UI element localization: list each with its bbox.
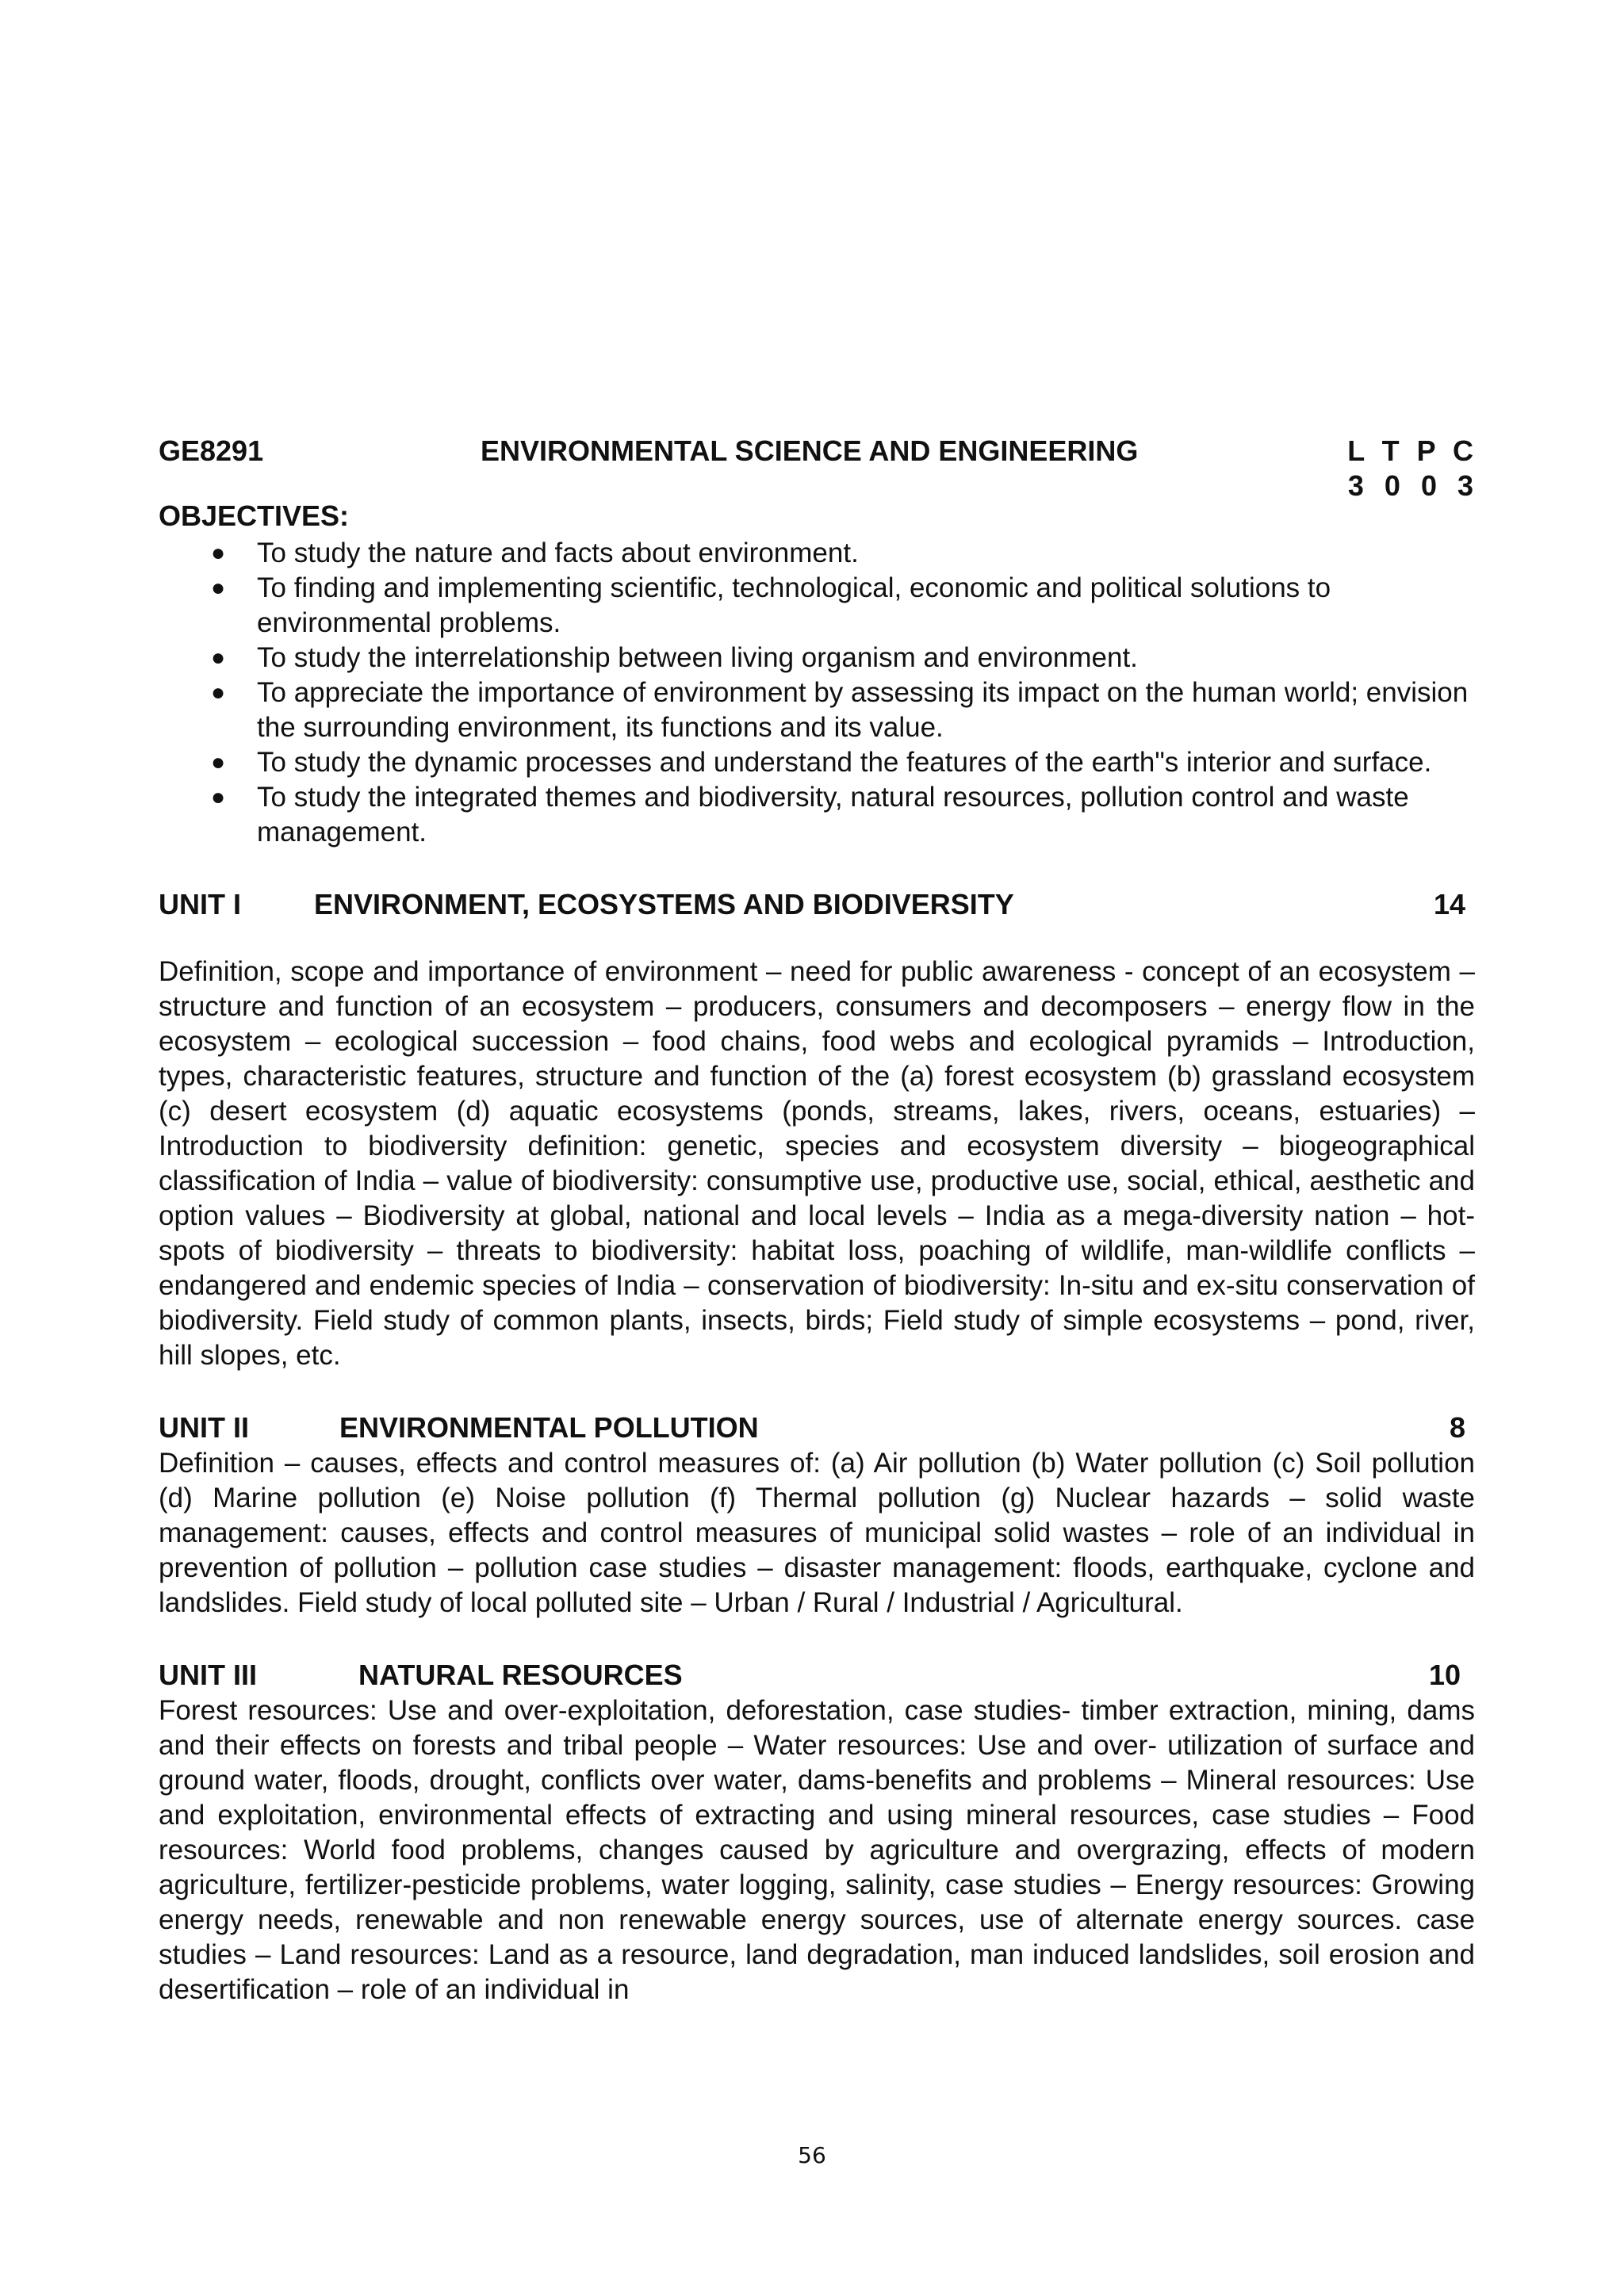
unit-title: NATURAL RESOURCES xyxy=(358,1659,683,1691)
ltpc-labels: L T P C xyxy=(1347,434,1475,467)
unit-body: Definition, scope and importance of environment – need for public awareness - concept of an ecosystem – structure and function of an ecosystem – producers, consumers and decomposers – energy flow in the ecosystem – ecological succession – food chains, food webs and ecological pyramids – Introduction, types, characteristic features, structure and function of the (a) forest ecosystem (b) grassland ecosystem (c) desert ecosystem (d) aquatic ecosystems (ponds, streams, lakes, rivers, oceans, estuaries) – Introduction to biodiversity definition: genetic, species and ecosystem diversity – biogeographical classification of India – value of biodiversity: consumptive use, productive use, social, ethical, aesthetic and option values – Biodiversity at global, national and local levels – India as a mega-diversity nation – hot-spots of biodiversity – threats to biodiversity: habitat loss, poaching of wildlife, man-wildlife conflicts – endangered and endemic species of India – conservation of biodiversity: In-situ and ex-situ conservation of biodiversity. Field study of common plants, insects, birds; Field study of simple ecosystems – pond, river, hill slopes, etc. xyxy=(159,956,1475,1371)
unit-title: ENVIRONMENT, ECOSYSTEMS AND BIODIVERSITY xyxy=(314,888,1014,920)
bullet-icon: ● xyxy=(211,679,226,706)
unit-heading xyxy=(159,1659,1475,1693)
course-code: GE8291 xyxy=(159,434,264,467)
unit-section xyxy=(159,1659,1475,2007)
course-title: ENVIRONMENTAL SCIENCE AND ENGINEERING xyxy=(481,434,1139,467)
objective-item xyxy=(211,675,1475,745)
objective-text: To study the integrated themes and biodiversity, natural resources, pollution control and waste management. xyxy=(257,782,1409,848)
unit-title: ENVIRONMENTAL POLLUTION xyxy=(339,1411,759,1444)
unit-label: UNIT I xyxy=(159,888,241,920)
unit-body: Definition – causes, effects and control measures of: (a) Air pollution (b) Water pollution (c) Soil pollution (d) Marine pollution (e) Noise pollution (f) Thermal pollution (g) Nuclear hazards – solid waste management: causes, effects and control measures of municipal solid wastes – role of an individual in prevention of pollution – pollution case studies – disaster management: floods, earthquake, cyclone and landslides. Field study of local polluted site – Urban / Rural / Industrial / Agricultural. xyxy=(159,1448,1475,1618)
objective-item xyxy=(211,571,1475,641)
ltpc-values: 3 0 0 3 xyxy=(1347,469,1475,502)
unit-body: Forest resources: Use and over-exploitation, deforestation, case studies- timber extraction, mining, dams and their effects on forests and tribal people – Water resources: Use and over- utilization of surface and ground water, floods, drought, conflicts over water, dams-benefits and problems – Mineral resources: Use and exploitation, environmental effects of extracting and using mineral resources, case studies – Food resources: World food problems, changes caused by agriculture and overgrazing, effects of modern agriculture, fertilizer-pesticide problems, water logging, salinity, case studies – Energy resources: Growing energy needs, renewable and non renewable energy sources, use of alternate energy sources. case studies – Land resources: Land as a resource, land degradation, man induced landslides, soil erosion and desertification – role of an individual in xyxy=(159,1695,1475,2005)
bullet-icon: ● xyxy=(211,645,226,671)
objective-text: To appreciate the importance of environment by assessing its impact on the human world; envision the surrounding environment, its functions and its value. xyxy=(257,677,1469,743)
bullet-icon: ● xyxy=(211,784,226,810)
unit-hours: 14 xyxy=(1433,888,1465,920)
unit-hours: 8 xyxy=(1449,1411,1465,1444)
unit-label: UNIT III xyxy=(159,1659,257,1691)
objective-item xyxy=(211,536,1475,571)
unit-section xyxy=(159,888,1475,1373)
bullet-icon: ● xyxy=(211,749,226,775)
bullet-icon: ● xyxy=(211,540,226,566)
unit-section xyxy=(159,1411,1475,1621)
objective-text: To study the nature and facts about environment. xyxy=(257,538,859,568)
bullet-icon: ● xyxy=(211,575,226,601)
objective-text: To study the interrelationship between living organism and environment. xyxy=(257,642,1138,673)
course-header xyxy=(159,428,1475,502)
objective-text: To finding and implementing scientific, technological, economic and political solutions to environmental problems. xyxy=(257,572,1331,638)
objective-item xyxy=(211,745,1475,780)
unit-heading xyxy=(159,1411,1475,1446)
objectives-list xyxy=(159,536,1475,850)
unit-label: UNIT II xyxy=(159,1411,249,1444)
syllabus-page xyxy=(159,428,1475,2007)
unit-hours: 10 xyxy=(1428,1659,1461,1691)
unit-heading xyxy=(159,888,1475,923)
objective-text: To study the dynamic processes and understand the features of the earth"s interior and surface. xyxy=(257,747,1432,778)
page-number: 56 xyxy=(798,2142,826,2168)
objective-item xyxy=(211,780,1475,850)
objectives-heading: OBJECTIVES: xyxy=(159,499,350,532)
objective-item xyxy=(211,641,1475,675)
